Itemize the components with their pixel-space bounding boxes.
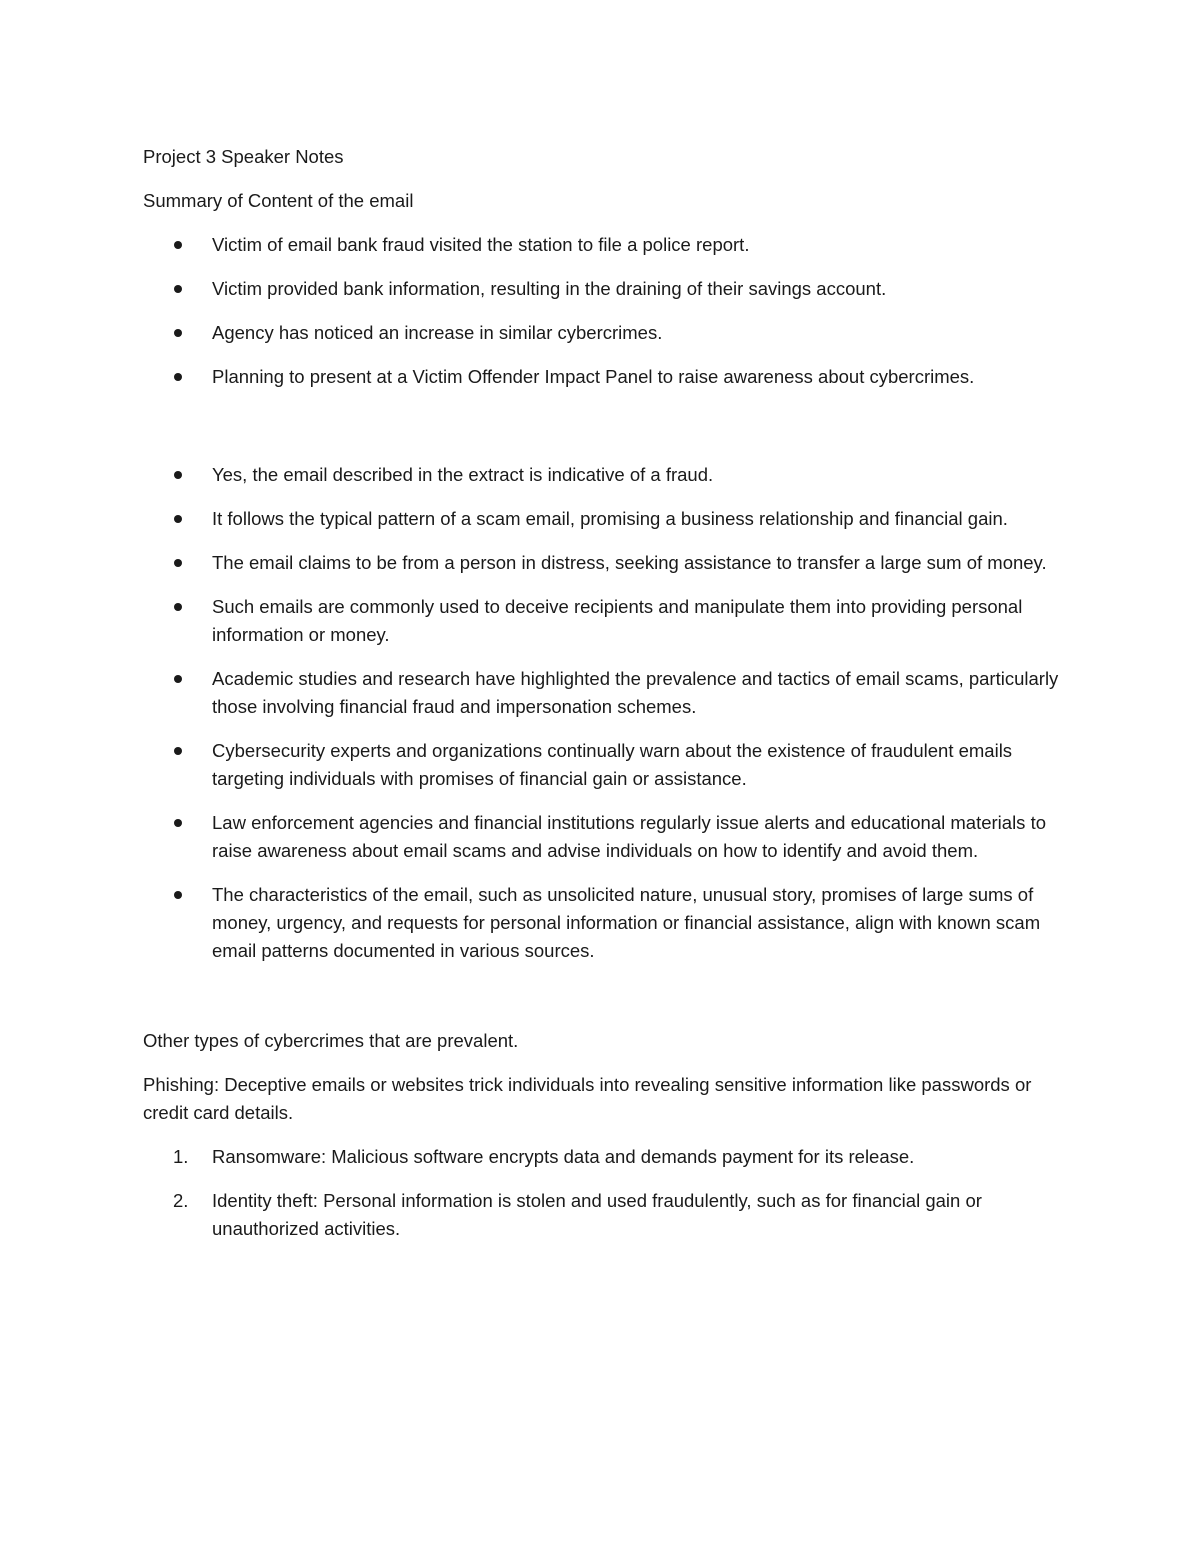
list-item [143,319,1063,347]
bullet-icon [174,471,182,479]
cybercrime-types-list [143,1143,1063,1243]
document-body [143,143,1063,1259]
list-item-text: Planning to present at a Victim Offender Impact Panel to raise awareness about cybercrimes. [212,366,975,387]
list-item-text: Such emails are commonly used to deceive recipients and manipulate them into providing personal information or money. [212,596,1023,645]
list-item-text: The email claims to be from a person in distress, seeking assistance to transfer a large sum of money. [212,552,1047,573]
bullet-icon [174,373,182,381]
list-item [143,363,1063,391]
list-item-text: It follows the typical pattern of a scam email, promising a business relationship and financial gain. [212,508,1008,529]
bullet-icon [174,747,182,755]
list-item-text: Cybersecurity experts and organizations continually warn about the existence of fraudulent emails targeting individuals with promises of financial gain or assistance. [212,740,1013,789]
list-number: 1. [173,1146,189,1167]
analysis-list [143,461,1063,965]
list-item [143,461,1063,489]
phishing-paragraph: Phishing: Deceptive emails or websites trick individuals into revealing sensitive information like passwords or credit card details. [143,1074,1032,1123]
list-number: 2. [173,1190,189,1211]
list-item [143,275,1063,303]
list-item-text: Academic studies and research have highlighted the prevalence and tactics of email scams, particularly those involving financial fraud and impersonation schemes. [212,668,1059,717]
bullet-icon [174,285,182,293]
list-item-text: Victim of email bank fraud visited the station to file a police report. [212,234,750,255]
list-item [143,737,1063,793]
list-item-text: Law enforcement agencies and financial institutions regularly issue alerts and educational materials to raise awareness about email scams and advise individuals on how to identify and avoid them. [212,812,1046,861]
bullet-icon [174,241,182,249]
list-item [143,231,1063,259]
section-spacer [143,981,1063,1027]
list-item [143,1143,1063,1171]
list-item-text: The characteristics of the email, such as unsolicited nature, unusual story, promises of large sums of money, urgency, and requests for personal information or financial assistance, align with known scam email patterns documented in various sources. [212,884,1041,961]
list-item [143,593,1063,649]
list-item [143,665,1063,721]
list-item-text: Agency has noticed an increase in similar cybercrimes. [212,322,663,343]
list-item-text: Victim provided bank information, resulting in the draining of their savings account. [212,278,887,299]
document-title: Project 3 Speaker Notes [143,146,344,167]
bullet-icon [174,675,182,683]
list-item [143,505,1063,533]
other-cybercrimes-heading: Other types of cybercrimes that are prevalent. [143,1030,519,1051]
bullet-icon [174,559,182,567]
list-item [143,1187,1063,1243]
list-item-text: Ransomware: Malicious software encrypts data and demands payment for its release. [212,1146,915,1167]
list-item-text: Yes, the email described in the extract is indicative of a fraud. [212,464,714,485]
bullet-icon [174,515,182,523]
section-spacer [143,407,1063,461]
bullet-icon [174,819,182,827]
list-item-text: Identity theft: Personal information is stolen and used fraudulently, such as for financial gain or unauthorized activities. [212,1190,982,1239]
summary-heading: Summary of Content of the email [143,190,414,211]
bullet-icon [174,603,182,611]
bullet-icon [174,329,182,337]
list-item [143,549,1063,577]
list-item [143,809,1063,865]
summary-list [143,231,1063,391]
list-item [143,881,1063,965]
bullet-icon [174,891,182,899]
